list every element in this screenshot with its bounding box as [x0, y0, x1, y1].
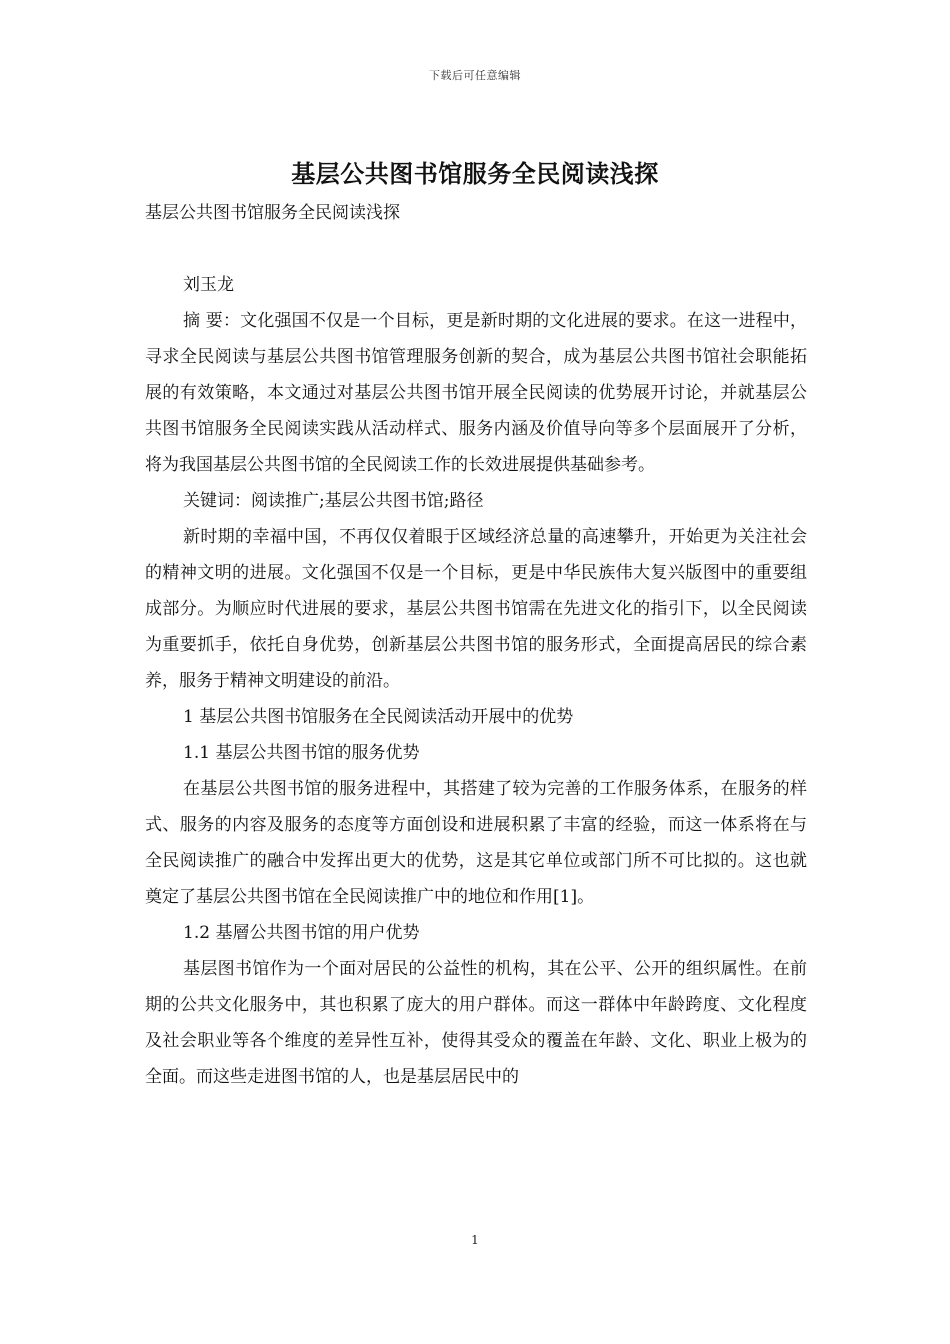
- section-1-2-paragraph: 基层图书馆作为一个面对居民的公益性的机构，其在公平、公开的组织属性。在前期的公共文化服务中，其也积累了庞大的用户群体。而这一群体中年龄跨度、文化程度及社会职业等各个维度的差异性互补，使得其受众的覆盖在年龄、文化、职业上极为的全面。而这些走进图书馆的人，也是基层居民中的: [145, 959, 807, 1087]
- section-1-heading: 1 基层公共图书馆服务在全民阅读活动开展中的优势: [183, 707, 574, 727]
- keywords-line: 关键词：阅读推广;基层公共图书馆;路径: [183, 491, 484, 511]
- intro-paragraph: 新时期的幸福中国，不再仅仅着眼于区域经济总量的高速攀升，开始更为关注社会的精神文明的进展。文化强国不仅是一个目标，更是中华民族伟大复兴版图中的重要组成部分。为顺应时代进展的要求，基层公共图书馆需在先进文化的指引下，以全民阅读为重要抓手，依托自身优势，创新基层公共图书馆的服务形式，全面提高居民的综合素养，服务于精神文明建设的前沿。: [145, 527, 807, 691]
- section-1-1-paragraph: 在基层公共图书馆的服务进程中，其搭建了较为完善的工作服务体系，在服务的样式、服务的内容及服务的态度等方面创设和进展积累了丰富的经验，而这一体系将在与全民阅读推广的融合中发挥出更大的优势，这是其它单位或部门所不可比拟的。这也就奠定了基层公共图书馆在全民阅读推广中的地位和作用[1]。: [145, 779, 807, 907]
- section-1-1-heading: 1.1 基层公共图书馆的服务优势: [183, 743, 420, 763]
- header-note: 下载后可任意编辑: [429, 69, 521, 82]
- page-number: 1: [471, 1233, 479, 1247]
- page-title: 基层公共图书馆服务全民阅读浅探: [291, 160, 659, 188]
- abstract-paragraph: 摘 要：文化强国不仅是一个目标，更是新时期的文化进展的要求。在这一进程中，寻求全民阅读与基层公共图书馆管理服务创新的契合，成为基层公共图书馆社会职能拓展的有效策略，本文通过对基层公共图书馆开展全民阅读的优势展开讨论，并就基层公共图书馆服务全民阅读实践从活动样式、服务内涵及价值导向等多个层面展开了分析，将为我国基层公共图书馆的全民阅读工作的长效进展提供基础参考。: [145, 311, 807, 475]
- document-body: [145, 195, 807, 1095]
- section-1-2-heading: 1.2 基層公共图书馆的用户优势: [183, 923, 420, 943]
- author-name: 刘玉龙: [183, 275, 234, 295]
- document-subtitle: 基层公共图书馆服务全民阅读浅探: [145, 203, 400, 223]
